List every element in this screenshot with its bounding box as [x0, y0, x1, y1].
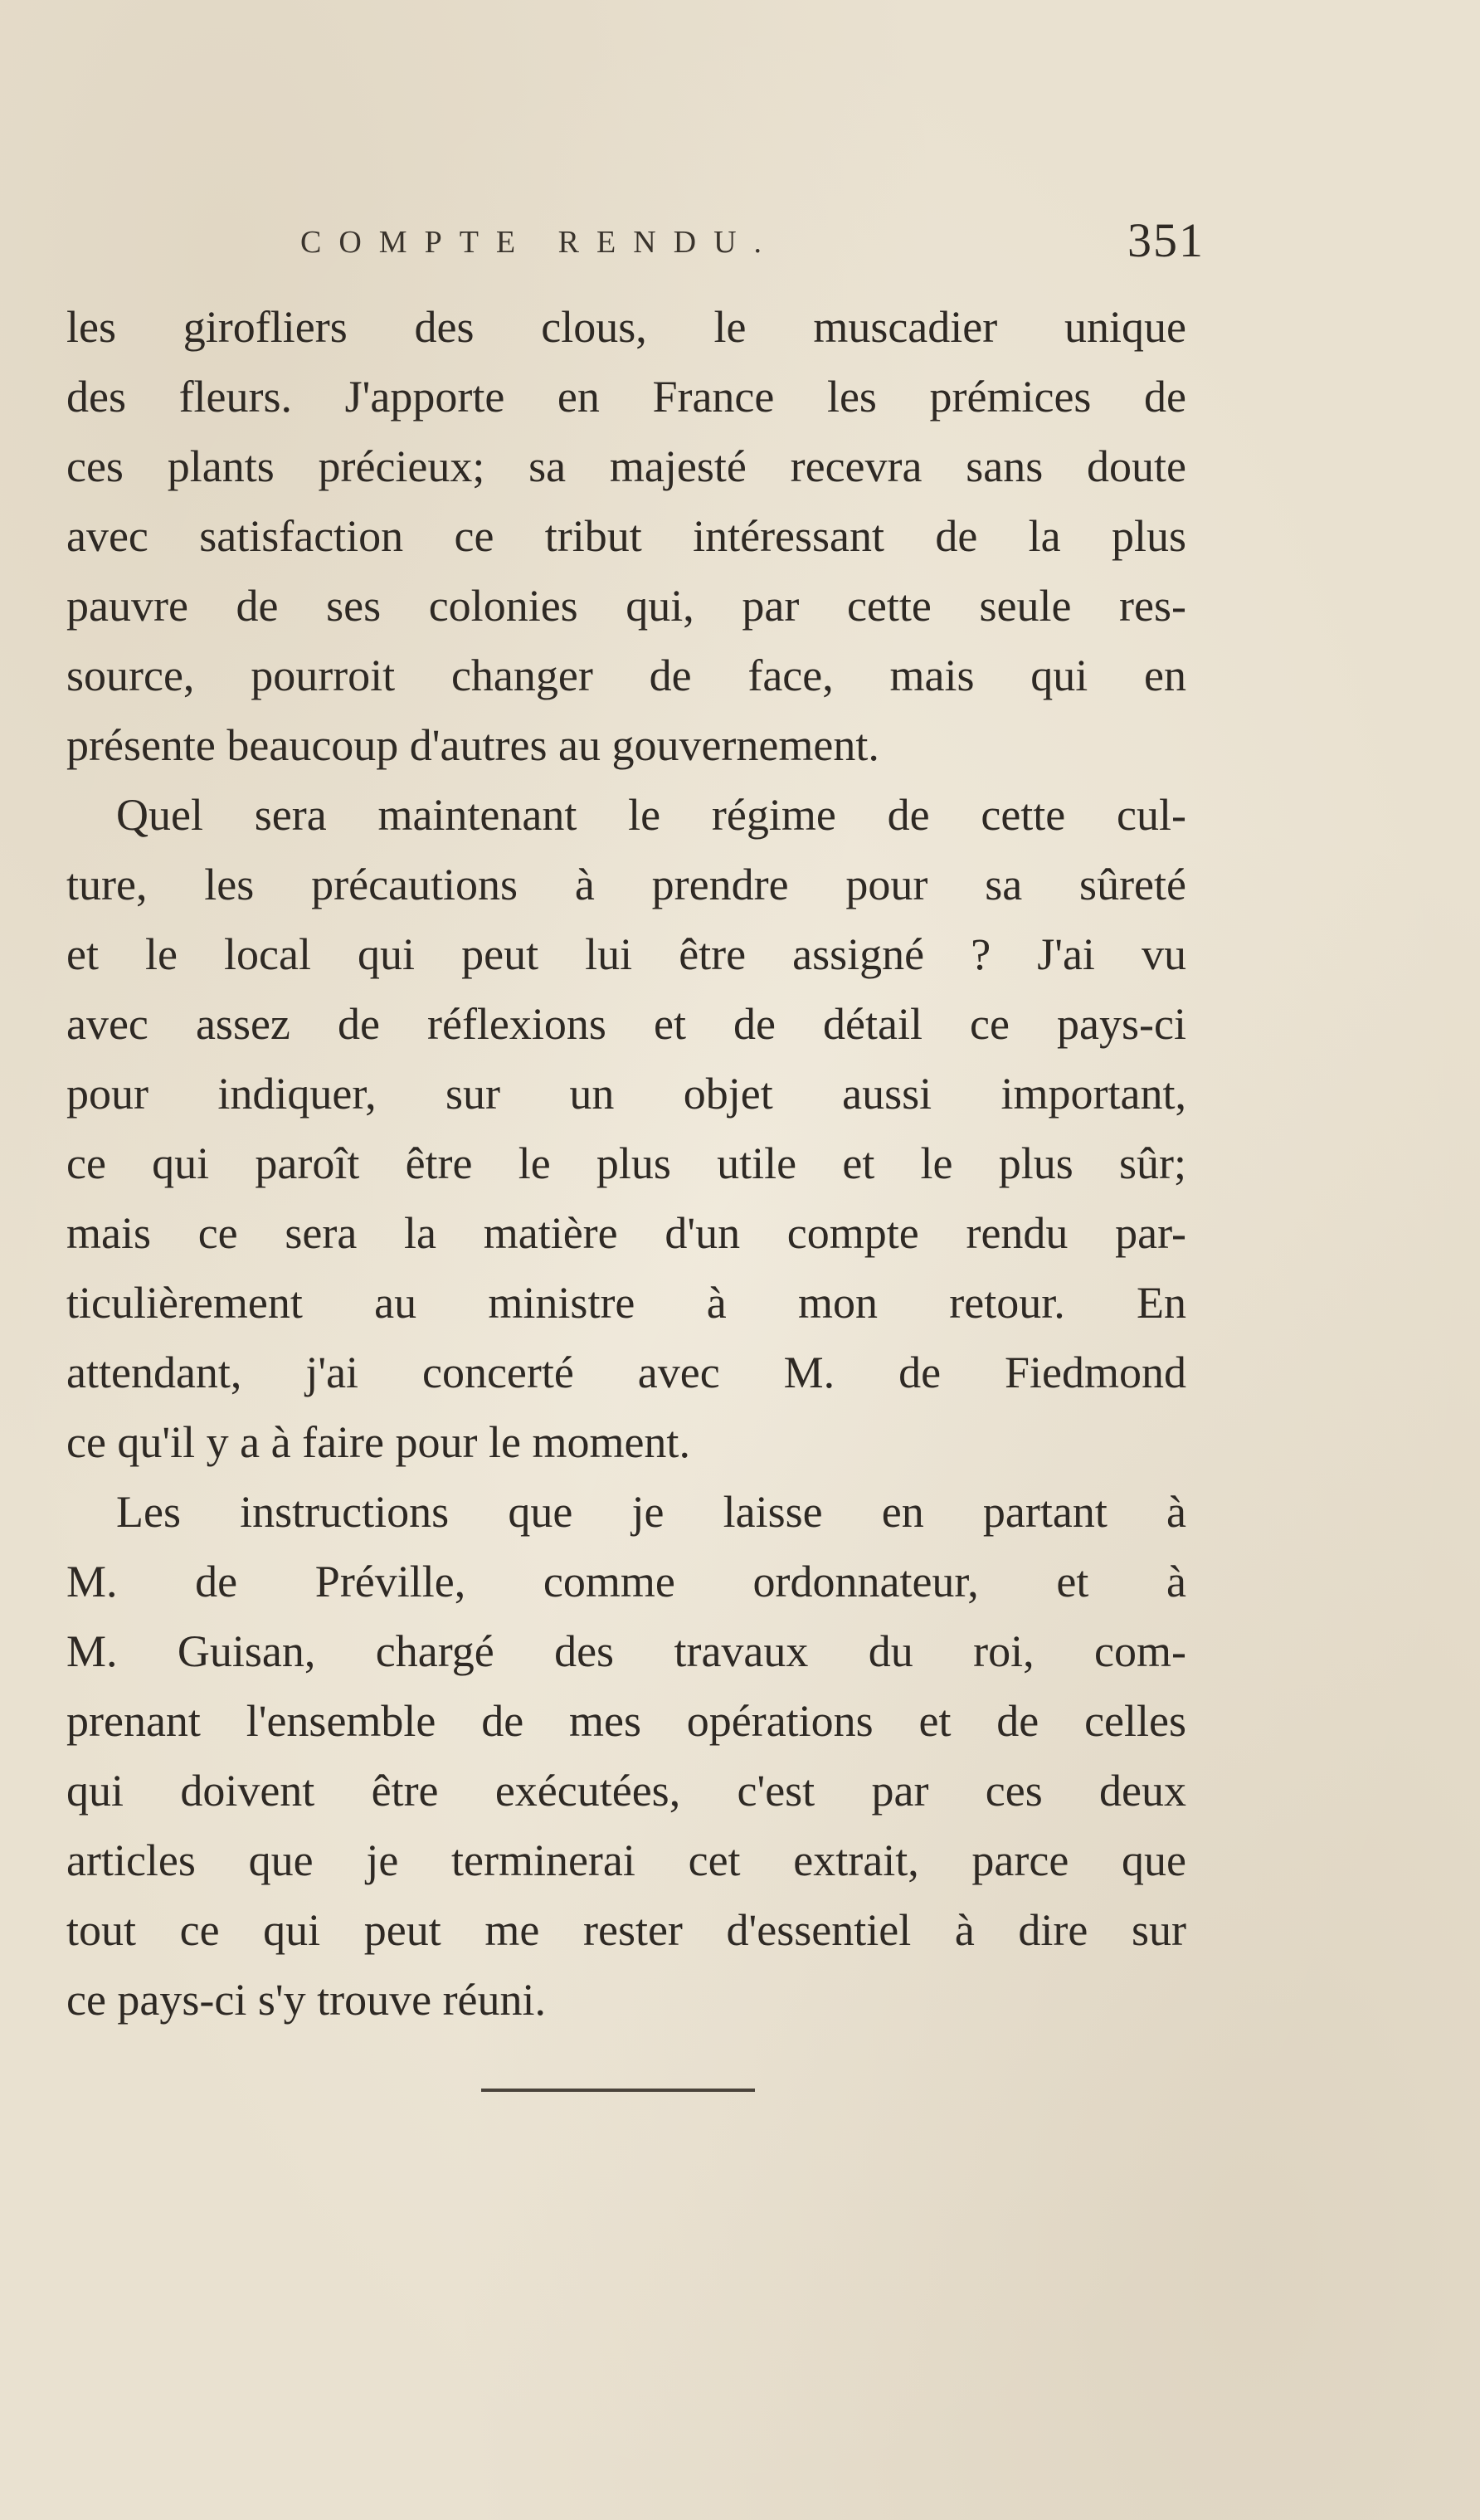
text-line: tout ce qui peut me rester d'essentiel à dire sur: [66, 1905, 1186, 1955]
body-text: [66, 292, 1186, 2035]
text-line: ce qui paroît être le plus utile et le plus sûr;: [66, 1138, 1186, 1188]
text-line: attendant, j'ai concerté avec M. de Fiedmond: [66, 1348, 1186, 1397]
section-end-rule: [481, 2089, 755, 2092]
text-line: Quel sera maintenant le régime de cette cul-: [116, 790, 1186, 840]
text-line: pour indiquer, sur un objet aussi important,: [66, 1069, 1186, 1119]
text-line: pauvre de ses colonies qui, par cette seule res-: [66, 581, 1186, 631]
text-line: et le local qui peut lui être assigné ? J'ai vu: [66, 929, 1186, 979]
text-line: ces plants précieux; sa majesté recevra sans doute: [66, 441, 1186, 491]
text-line: ce pays-ci s'y trouve réuni.: [66, 1975, 547, 2025]
text-line: présente beaucoup d'autres au gouvernement.: [66, 720, 879, 770]
text-line: ticulièrement au ministre à mon retour. En: [66, 1278, 1186, 1328]
text-line: avec assez de réflexions et de détail ce pays-ci: [66, 999, 1186, 1049]
text-line: les girofliers des clous, le muscadier unique: [66, 302, 1186, 352]
text-line: prenant l'ensemble de mes opérations et de celles: [66, 1696, 1186, 1746]
text-line: mais ce sera la matière d'un compte rendu par-: [66, 1208, 1186, 1258]
text-line: ce qu'il y a à faire pour le moment.: [66, 1417, 690, 1467]
running-head: [300, 212, 1205, 279]
text-line: source, pourroit changer de face, mais qui en: [66, 651, 1186, 700]
text-line: qui doivent être exécutées, c'est par ces deux: [66, 1766, 1186, 1816]
running-title: COMPTE RENDU.: [300, 225, 780, 260]
text-line: M. de Préville, comme ordonnateur, et à: [66, 1557, 1186, 1606]
text-line: M. Guisan, chargé des travaux du roi, com-: [66, 1626, 1186, 1676]
text-line: ture, les précautions à prendre pour sa sûreté: [66, 860, 1186, 909]
text-line: articles que je terminerai cet extrait, parce que: [66, 1835, 1186, 1885]
text-line: avec satisfaction ce tribut intéressant de la plus: [66, 511, 1186, 561]
text-line: Les instructions que je laisse en partant à: [116, 1487, 1186, 1537]
text-line: des fleurs. J'apporte en France les prémices de: [66, 372, 1186, 422]
page-number: 351: [1127, 213, 1205, 267]
